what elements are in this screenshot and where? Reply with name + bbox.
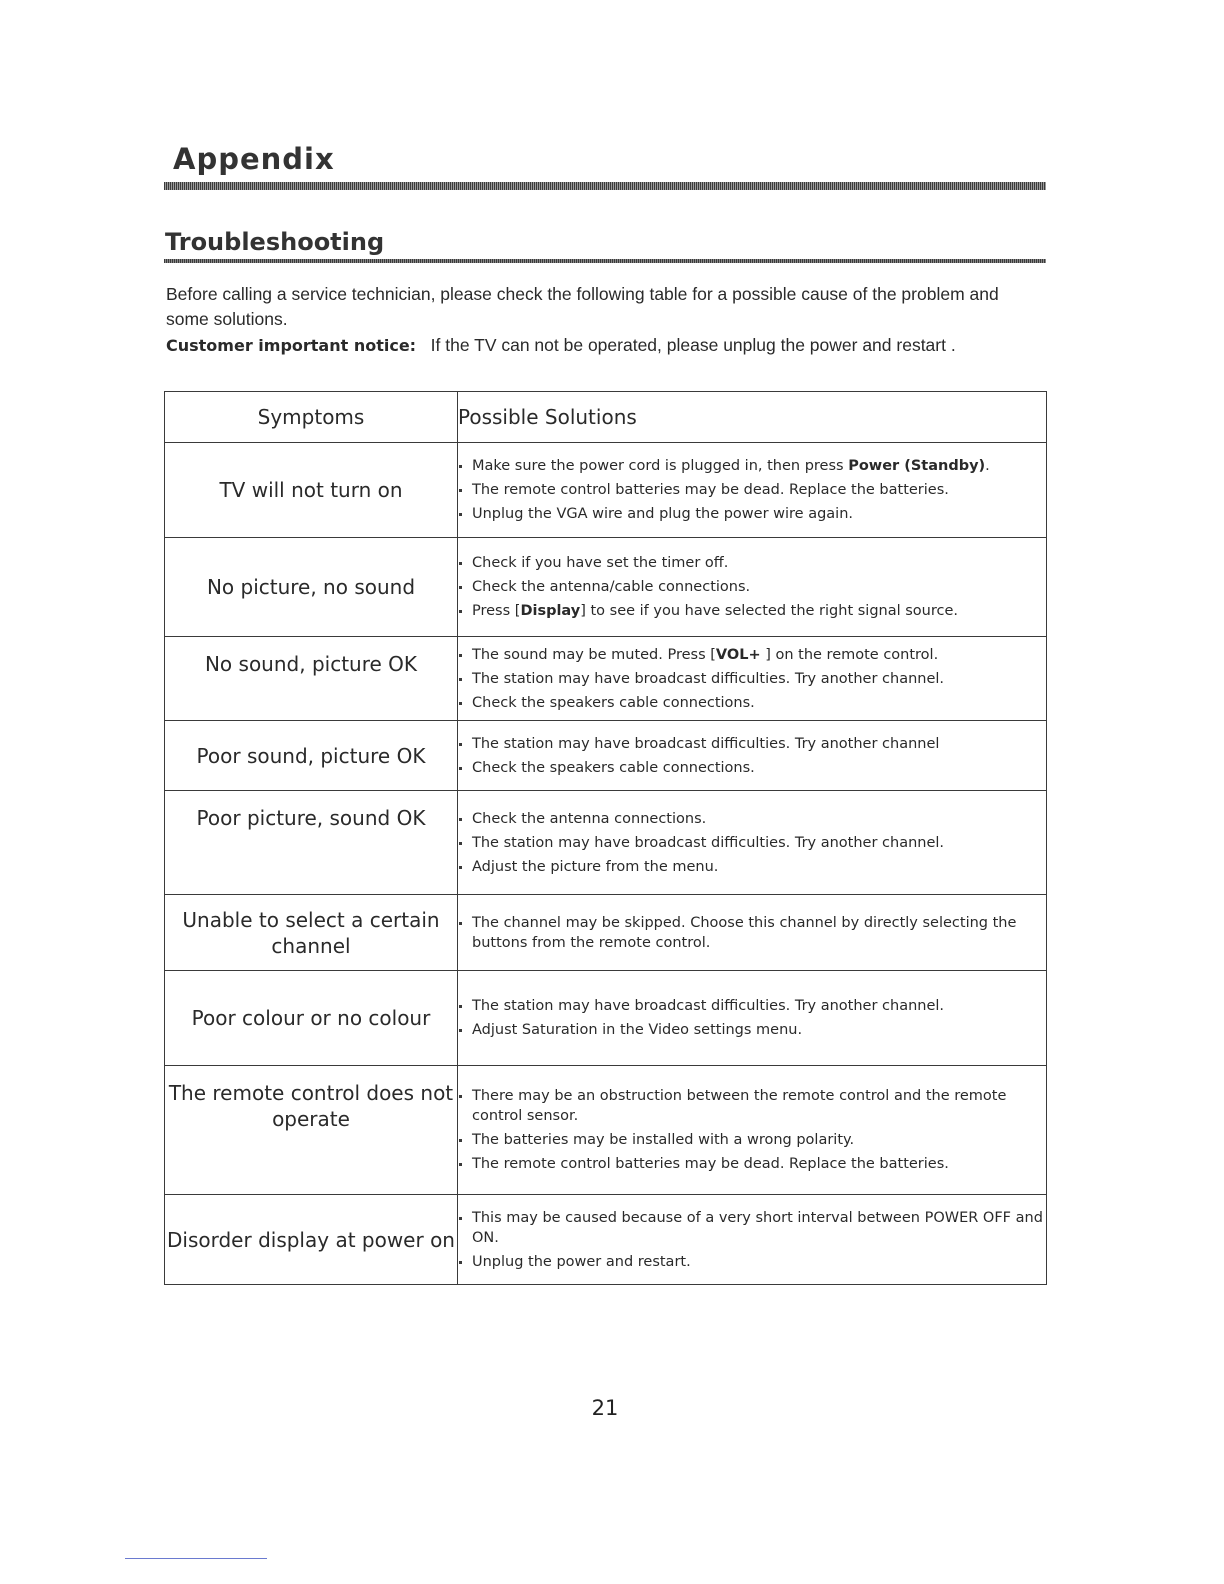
solutions-cell [458, 1066, 1047, 1195]
list-item [458, 693, 1046, 713]
solutions-cell [458, 443, 1047, 538]
notice-paragraph [166, 333, 1046, 358]
solution-text: ] on the remote control. [760, 646, 939, 663]
solution-text: Press [ [472, 603, 521, 619]
symptom-cell: No sound, picture OK [165, 637, 458, 721]
solution-text: Adjust the picture from the menu. [472, 858, 719, 875]
solutions-cell [458, 1195, 1047, 1285]
solutions-list [458, 1208, 1046, 1272]
solution-text: Make sure the power cord is plugged in, then press [472, 458, 849, 474]
list-item [458, 645, 1046, 665]
list-item [458, 553, 1046, 573]
symptom-cell: Poor picture, sound OK [165, 791, 458, 895]
footer-rule [125, 1558, 267, 1559]
solution-text: Unplug the power and restart. [472, 1253, 691, 1270]
symptom-cell: No picture, no sound [165, 538, 458, 637]
solutions-list [458, 553, 1046, 621]
solution-emphasis: Power (Standby) [848, 458, 986, 474]
list-item [458, 1154, 1046, 1174]
list-item [458, 669, 1046, 689]
list-item [458, 456, 1046, 476]
list-item [458, 504, 1046, 524]
symptom-cell: TV will not turn on [165, 443, 458, 538]
solution-text: . [985, 458, 990, 474]
page-number: 21 [591, 1396, 619, 1420]
solution-text: The station may have broadcast difficulties. Try another channel. [472, 834, 945, 851]
list-item [458, 1208, 1046, 1248]
symptom-cell: Unable to select a certain channel [165, 895, 458, 971]
solution-emphasis: Display [520, 603, 581, 619]
solution-text: The station may have broadcast difficulties. Try another channel [472, 735, 940, 752]
section-title: Troubleshooting [165, 228, 385, 256]
solutions-list [458, 645, 1046, 713]
solution-text: The station may have broadcast difficulties. Try another channel. [472, 998, 945, 1014]
header-symptoms: Symptoms [165, 392, 458, 443]
notice-text: If the TV can not be operated, please unplug the power and restart . [430, 335, 956, 355]
list-item [458, 857, 1046, 877]
list-item [458, 577, 1046, 597]
intro-paragraph: Before calling a service technician, please check the following table for a possible cause of the problem and some solutions. [166, 284, 999, 329]
solution-text: The station may have broadcast difficulties. Try another channel. [472, 670, 945, 687]
solutions-cell [458, 637, 1047, 721]
list-item [458, 833, 1046, 853]
page-heading: Appendix [173, 142, 335, 176]
notice-label: Customer important notice: [166, 336, 417, 355]
list-item [458, 1252, 1046, 1272]
solutions-cell [458, 791, 1047, 895]
solution-text: ] to see if you have selected the right signal source. [580, 603, 958, 619]
solution-text: Check the antenna connections. [472, 810, 707, 827]
list-item [458, 1020, 1046, 1040]
table-row [165, 1195, 1047, 1285]
troubleshooting-table [164, 391, 1047, 1285]
solution-text: Check the antenna/cable connections. [472, 579, 751, 595]
solutions-list [458, 996, 1046, 1040]
table-row [165, 895, 1047, 971]
list-item [458, 601, 1046, 621]
solution-text: The sound may be muted. Press [ [472, 646, 716, 663]
solution-text: The remote control batteries may be dead. Replace the batteries. [472, 482, 949, 498]
list-item [458, 480, 1046, 500]
table-row [165, 443, 1047, 538]
list-item [458, 758, 1046, 778]
solution-text: The batteries may be installed with a wrong polarity. [472, 1132, 855, 1148]
table-row [165, 538, 1047, 637]
list-item [458, 809, 1046, 829]
list-item [458, 913, 1046, 953]
symptom-cell: Poor sound, picture OK [165, 721, 458, 791]
list-item [458, 996, 1046, 1016]
solutions-cell [458, 538, 1047, 637]
solution-text: Unplug the VGA wire and plug the power wire again. [472, 506, 854, 522]
heading-divider [164, 182, 1046, 190]
solution-text: This may be caused because of a very short interval between POWER OFF and ON. [472, 1209, 1043, 1246]
solutions-list [458, 1086, 1046, 1174]
solutions-cell [458, 971, 1047, 1066]
solution-text: Check the speakers cable connections. [472, 759, 755, 776]
solutions-list [458, 456, 1046, 524]
symptom-cell: Disorder display at power on [165, 1195, 458, 1285]
symptom-cell: Poor colour or no colour [165, 971, 458, 1066]
solution-text: Check the speakers cable connections. [472, 694, 755, 711]
table-body [165, 443, 1047, 1285]
solution-text: There may be an obstruction between the remote control and the remote control sensor. [472, 1088, 1007, 1124]
list-item [458, 1130, 1046, 1150]
list-item [458, 1086, 1046, 1126]
table-header-row [165, 392, 1047, 443]
table-row [165, 721, 1047, 791]
list-item [458, 734, 1046, 754]
table-row [165, 1066, 1047, 1195]
solution-emphasis: VOL+ [715, 646, 761, 663]
table-row [165, 791, 1047, 895]
symptom-cell: The remote control does not operate [165, 1066, 458, 1195]
solutions-list [458, 734, 1046, 778]
solutions-list [458, 809, 1046, 877]
solutions-cell [458, 721, 1047, 791]
solution-text: Adjust Saturation in the Video settings menu. [472, 1022, 803, 1038]
solution-text: The remote control batteries may be dead. Replace the batteries. [472, 1156, 949, 1172]
section-divider [164, 259, 1046, 263]
table-row [165, 637, 1047, 721]
solutions-list [458, 913, 1046, 953]
solution-text: The channel may be skipped. Choose this channel by directly selecting the buttons from the remote control. [472, 914, 1017, 951]
solution-text: Check if you have set the timer off. [472, 555, 729, 571]
header-solutions: Possible Solutions [458, 392, 1047, 443]
table-row [165, 971, 1047, 1066]
solutions-cell [458, 895, 1047, 971]
